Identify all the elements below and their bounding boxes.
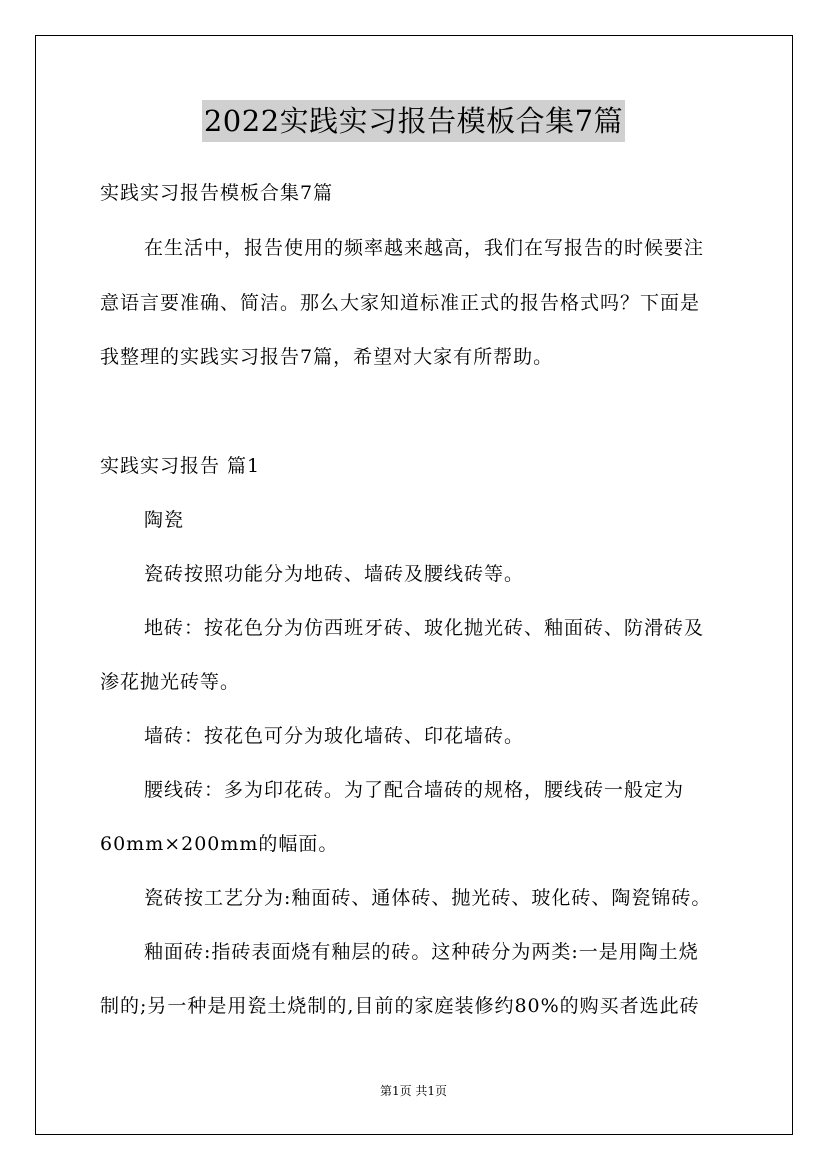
paragraph-line: 我整理的实践实习报告7篇，希望对大家有所帮助。: [100, 346, 554, 368]
paragraph-line: 制的;另一种是用瓷土烧制的,目前的家庭装修约80%的购买者选此砖: [100, 995, 700, 1017]
document-title: 2022实践实习报告模板合集7篇: [202, 100, 625, 142]
paragraph-line: 墙砖：按花色可分为玻化墙砖、印花墙砖。: [144, 725, 525, 747]
paragraph-line: 腰线砖：多为印花砖。为了配合墙砖的规格，腰线砖一般定为: [144, 779, 685, 801]
paragraph-line: 瓷砖按照功能分为地砖、墙砖及腰线砖等。: [144, 563, 525, 585]
paragraph-line: 渗花抛光砖等。: [100, 671, 241, 693]
page-footer: 第1页 共1页: [379, 1084, 448, 1098]
paragraph-line: 在生活中，报告使用的频率越来越高，我们在写报告的时候要注: [144, 237, 705, 259]
paragraph-line: 60mm×200mm的幅面。: [100, 833, 339, 855]
paragraph-line: 釉面砖:指砖表面烧有釉层的砖。这种砖分为两类:一是用陶土烧: [144, 941, 699, 963]
document-title-block: [0, 100, 827, 142]
paragraph-line: 地砖：按花色分为仿西班牙砖、玻化抛光砖、釉面砖、防滑砖及: [144, 617, 705, 639]
section-heading: 实践实习报告 篇1: [100, 455, 261, 477]
paragraph-line: 陶瓷: [144, 509, 185, 531]
subtitle-line: 实践实习报告模板合集7篇: [100, 182, 334, 204]
paragraph-line: 瓷砖按工艺分为:釉面砖、通体砖、抛光砖、玻化砖、陶瓷锦砖。: [144, 887, 712, 909]
paragraph-line: 意语言要准确、简洁。那么大家知道标准正式的报告格式吗？下面是: [100, 292, 701, 314]
